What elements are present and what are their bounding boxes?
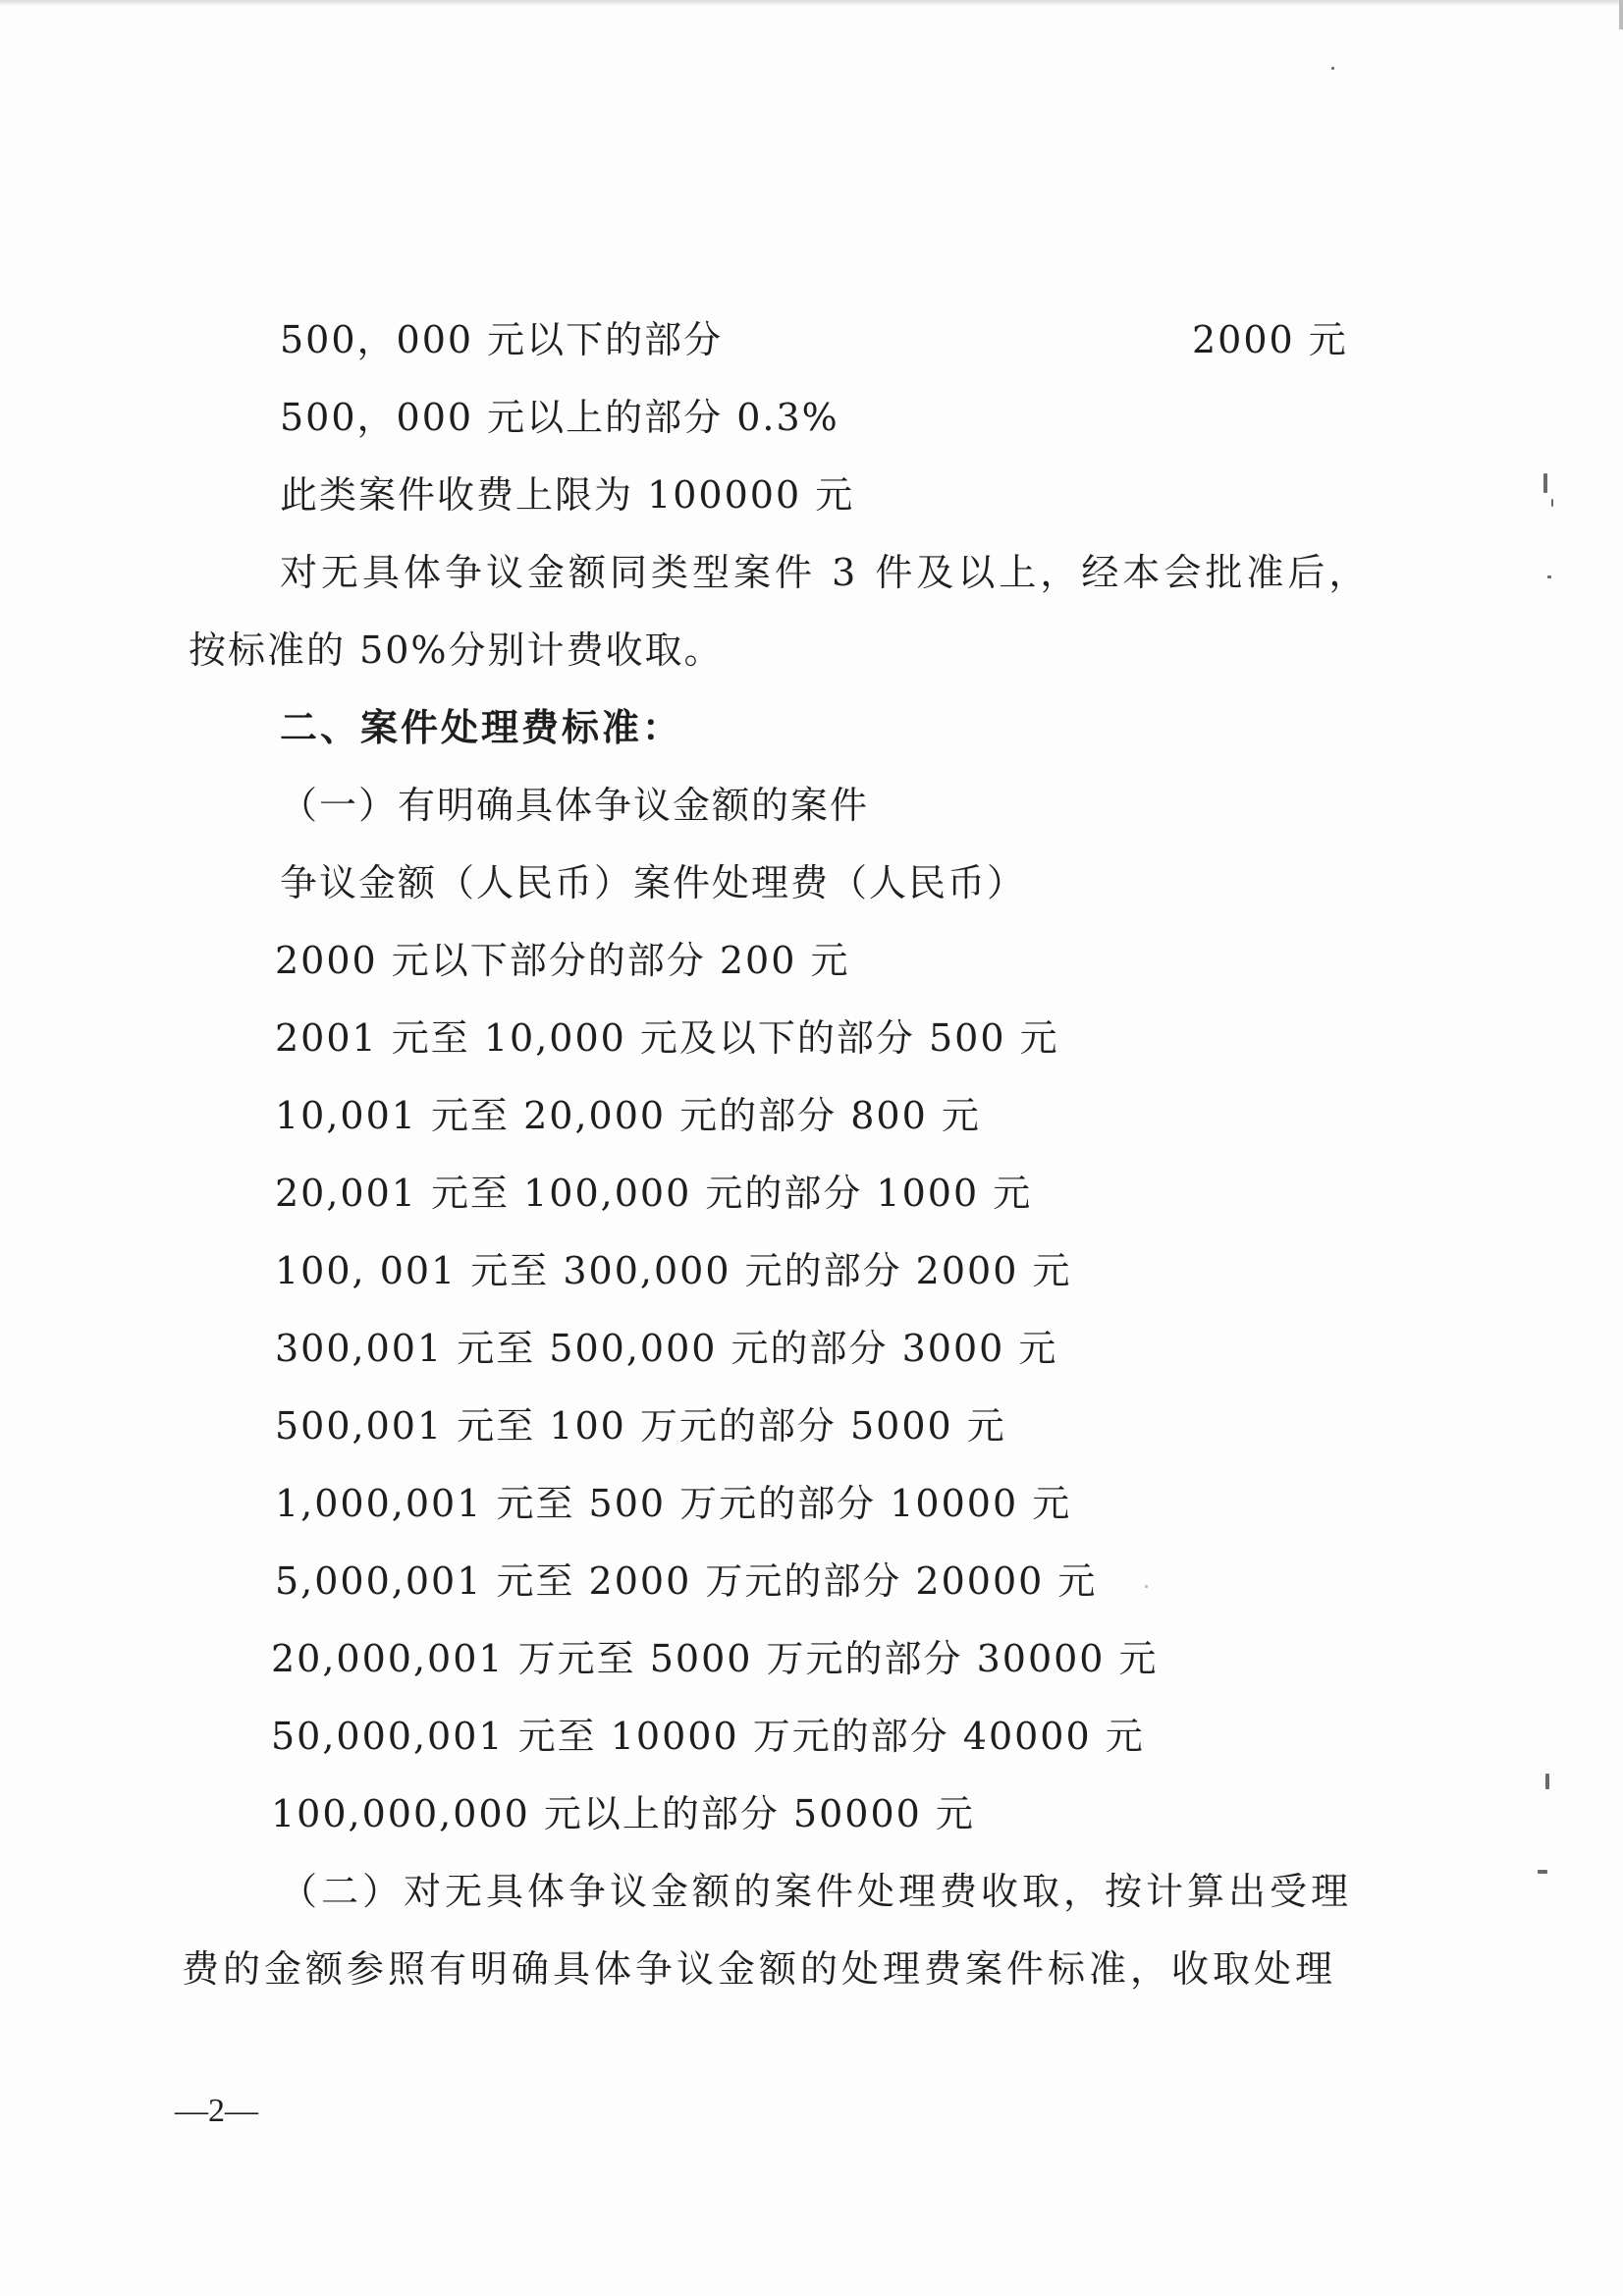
fee-tier-8: 1,000,001 元至 500 万元的部分 10000 元	[275, 1482, 1072, 1525]
fee-line-2: 500，000 元以上的部分 0.3%	[280, 396, 839, 439]
scan-speck	[1145, 1585, 1148, 1588]
fee-tier-10: 20,000,001 万元至 5000 万元的部分 30000 元	[271, 1637, 1159, 1680]
scan-speck	[1331, 67, 1334, 70]
scan-speck	[1545, 1774, 1549, 1789]
scan-speck	[1551, 499, 1553, 507]
fee-tier-6: 300,001 元至 500,000 元的部分 3000 元	[275, 1327, 1058, 1370]
scan-speck	[1543, 473, 1547, 493]
scan-speck	[1538, 1870, 1547, 1874]
fee-tier-2: 2001 元至 10,000 元及以下的部分 500 元	[275, 1016, 1059, 1060]
fee-cap-line: 此类案件收费上限为 100000 元	[280, 473, 855, 517]
fee-line-1: 500，000 元以下的部分	[280, 318, 724, 361]
fee-tier-1: 2000 元以下部分的部分 200 元	[275, 939, 850, 982]
page-number: —2—	[175, 2093, 258, 2129]
fee-line-1-amount: 2000 元	[1192, 318, 1348, 361]
subsection-heading-2: （二）对无具体争议金额的案件处理费收取，按计算出受理	[280, 1870, 1353, 1913]
paragraph-line-1: 对无具体争议金额同类型案件 3 件及以上，经本会批准后，	[280, 551, 1371, 594]
fee-tier-11: 50,000,001 元至 10000 万元的部分 40000 元	[271, 1715, 1145, 1758]
scan-speck	[1547, 575, 1551, 578]
fee-tier-3: 10,001 元至 20,000 元的部分 800 元	[275, 1094, 981, 1137]
fee-tier-7: 500,001 元至 100 万元的部分 5000 元	[275, 1404, 1006, 1448]
table-header-line: 争议金额（人民币）案件处理费（人民币）	[280, 861, 1027, 904]
scan-corner-edge	[1619, 0, 1623, 29]
fee-tier-9: 5,000,001 元至 2000 万元的部分 20000 元	[275, 1559, 1098, 1603]
fee-tier-5: 100, 001 元至 300,000 元的部分 2000 元	[275, 1249, 1072, 1292]
fee-tier-4: 20,001 元至 100,000 元的部分 1000 元	[275, 1172, 1033, 1215]
paragraph-line-2: 按标准的 50%分别计费收取。	[189, 629, 724, 672]
scan-top-edge	[0, 0, 1623, 6]
subsection-heading-1: （一）有明确具体争议金额的案件	[280, 784, 870, 827]
paragraph-continuation: 费的金额参照有明确具体争议金额的处理费案件标准，收取处理	[182, 1947, 1337, 1991]
fee-tier-12: 100,000,000 元以上的部分 50000 元	[271, 1792, 975, 1835]
section-heading: 二、案件处理费标准：	[280, 706, 683, 749]
